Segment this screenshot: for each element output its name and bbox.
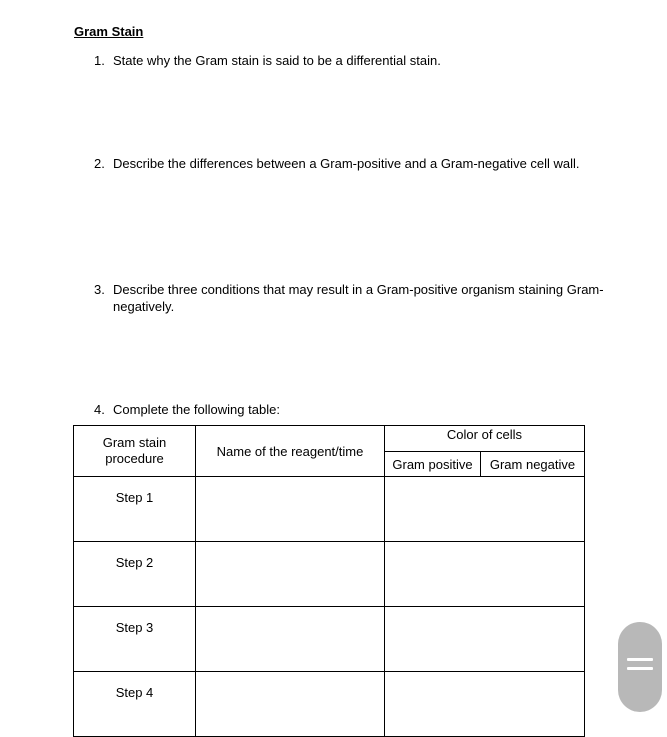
scroll-handle[interactable] <box>618 622 662 712</box>
question-text: Complete the following table: <box>113 402 280 417</box>
question-number: 4. <box>94 402 105 417</box>
grip-line-icon <box>627 667 653 670</box>
reagent-cell[interactable] <box>196 607 385 672</box>
header-reagent: Name of the reagent/time <box>196 426 385 477</box>
step-label: Step 3 <box>74 607 196 672</box>
table-row <box>74 542 585 607</box>
question-text: State why the Gram stain is said to be a differential stain. <box>113 53 441 68</box>
reagent-cell[interactable] <box>196 542 385 607</box>
page-title: Gram Stain <box>74 24 144 39</box>
step-label: Step 1 <box>74 477 196 542</box>
color-cell[interactable] <box>385 542 585 607</box>
color-cell[interactable] <box>385 672 585 737</box>
question-3 <box>94 281 608 315</box>
reagent-cell[interactable] <box>196 477 385 542</box>
question-1 <box>94 52 608 69</box>
reagent-cell[interactable] <box>196 672 385 737</box>
header-gram-negative: Gram negative <box>481 452 585 477</box>
table-row <box>74 607 585 672</box>
question-number: 2. <box>94 156 105 171</box>
question-number: 3. <box>94 282 105 297</box>
table-row <box>74 477 585 542</box>
question-text: Describe the differences between a Gram-positive and a Gram-negative cell wall. <box>113 156 580 171</box>
question-4 <box>94 401 608 418</box>
question-number: 1. <box>94 53 105 68</box>
color-cell[interactable] <box>385 607 585 672</box>
step-label: Step 2 <box>74 542 196 607</box>
gram-stain-table <box>73 425 585 737</box>
question-2 <box>94 155 608 172</box>
table-row <box>74 672 585 737</box>
header-color-of-cells: Color of cells <box>385 426 585 452</box>
table-header-row <box>74 426 585 452</box>
header-procedure: Gram stain procedure <box>74 426 196 477</box>
question-text: Describe three conditions that may result in a Gram-positive organism staining Gram-negatively. <box>113 282 604 314</box>
header-gram-positive: Gram positive <box>385 452 481 477</box>
color-cell[interactable] <box>385 477 585 542</box>
step-label: Step 4 <box>74 672 196 737</box>
grip-line-icon <box>627 658 653 661</box>
